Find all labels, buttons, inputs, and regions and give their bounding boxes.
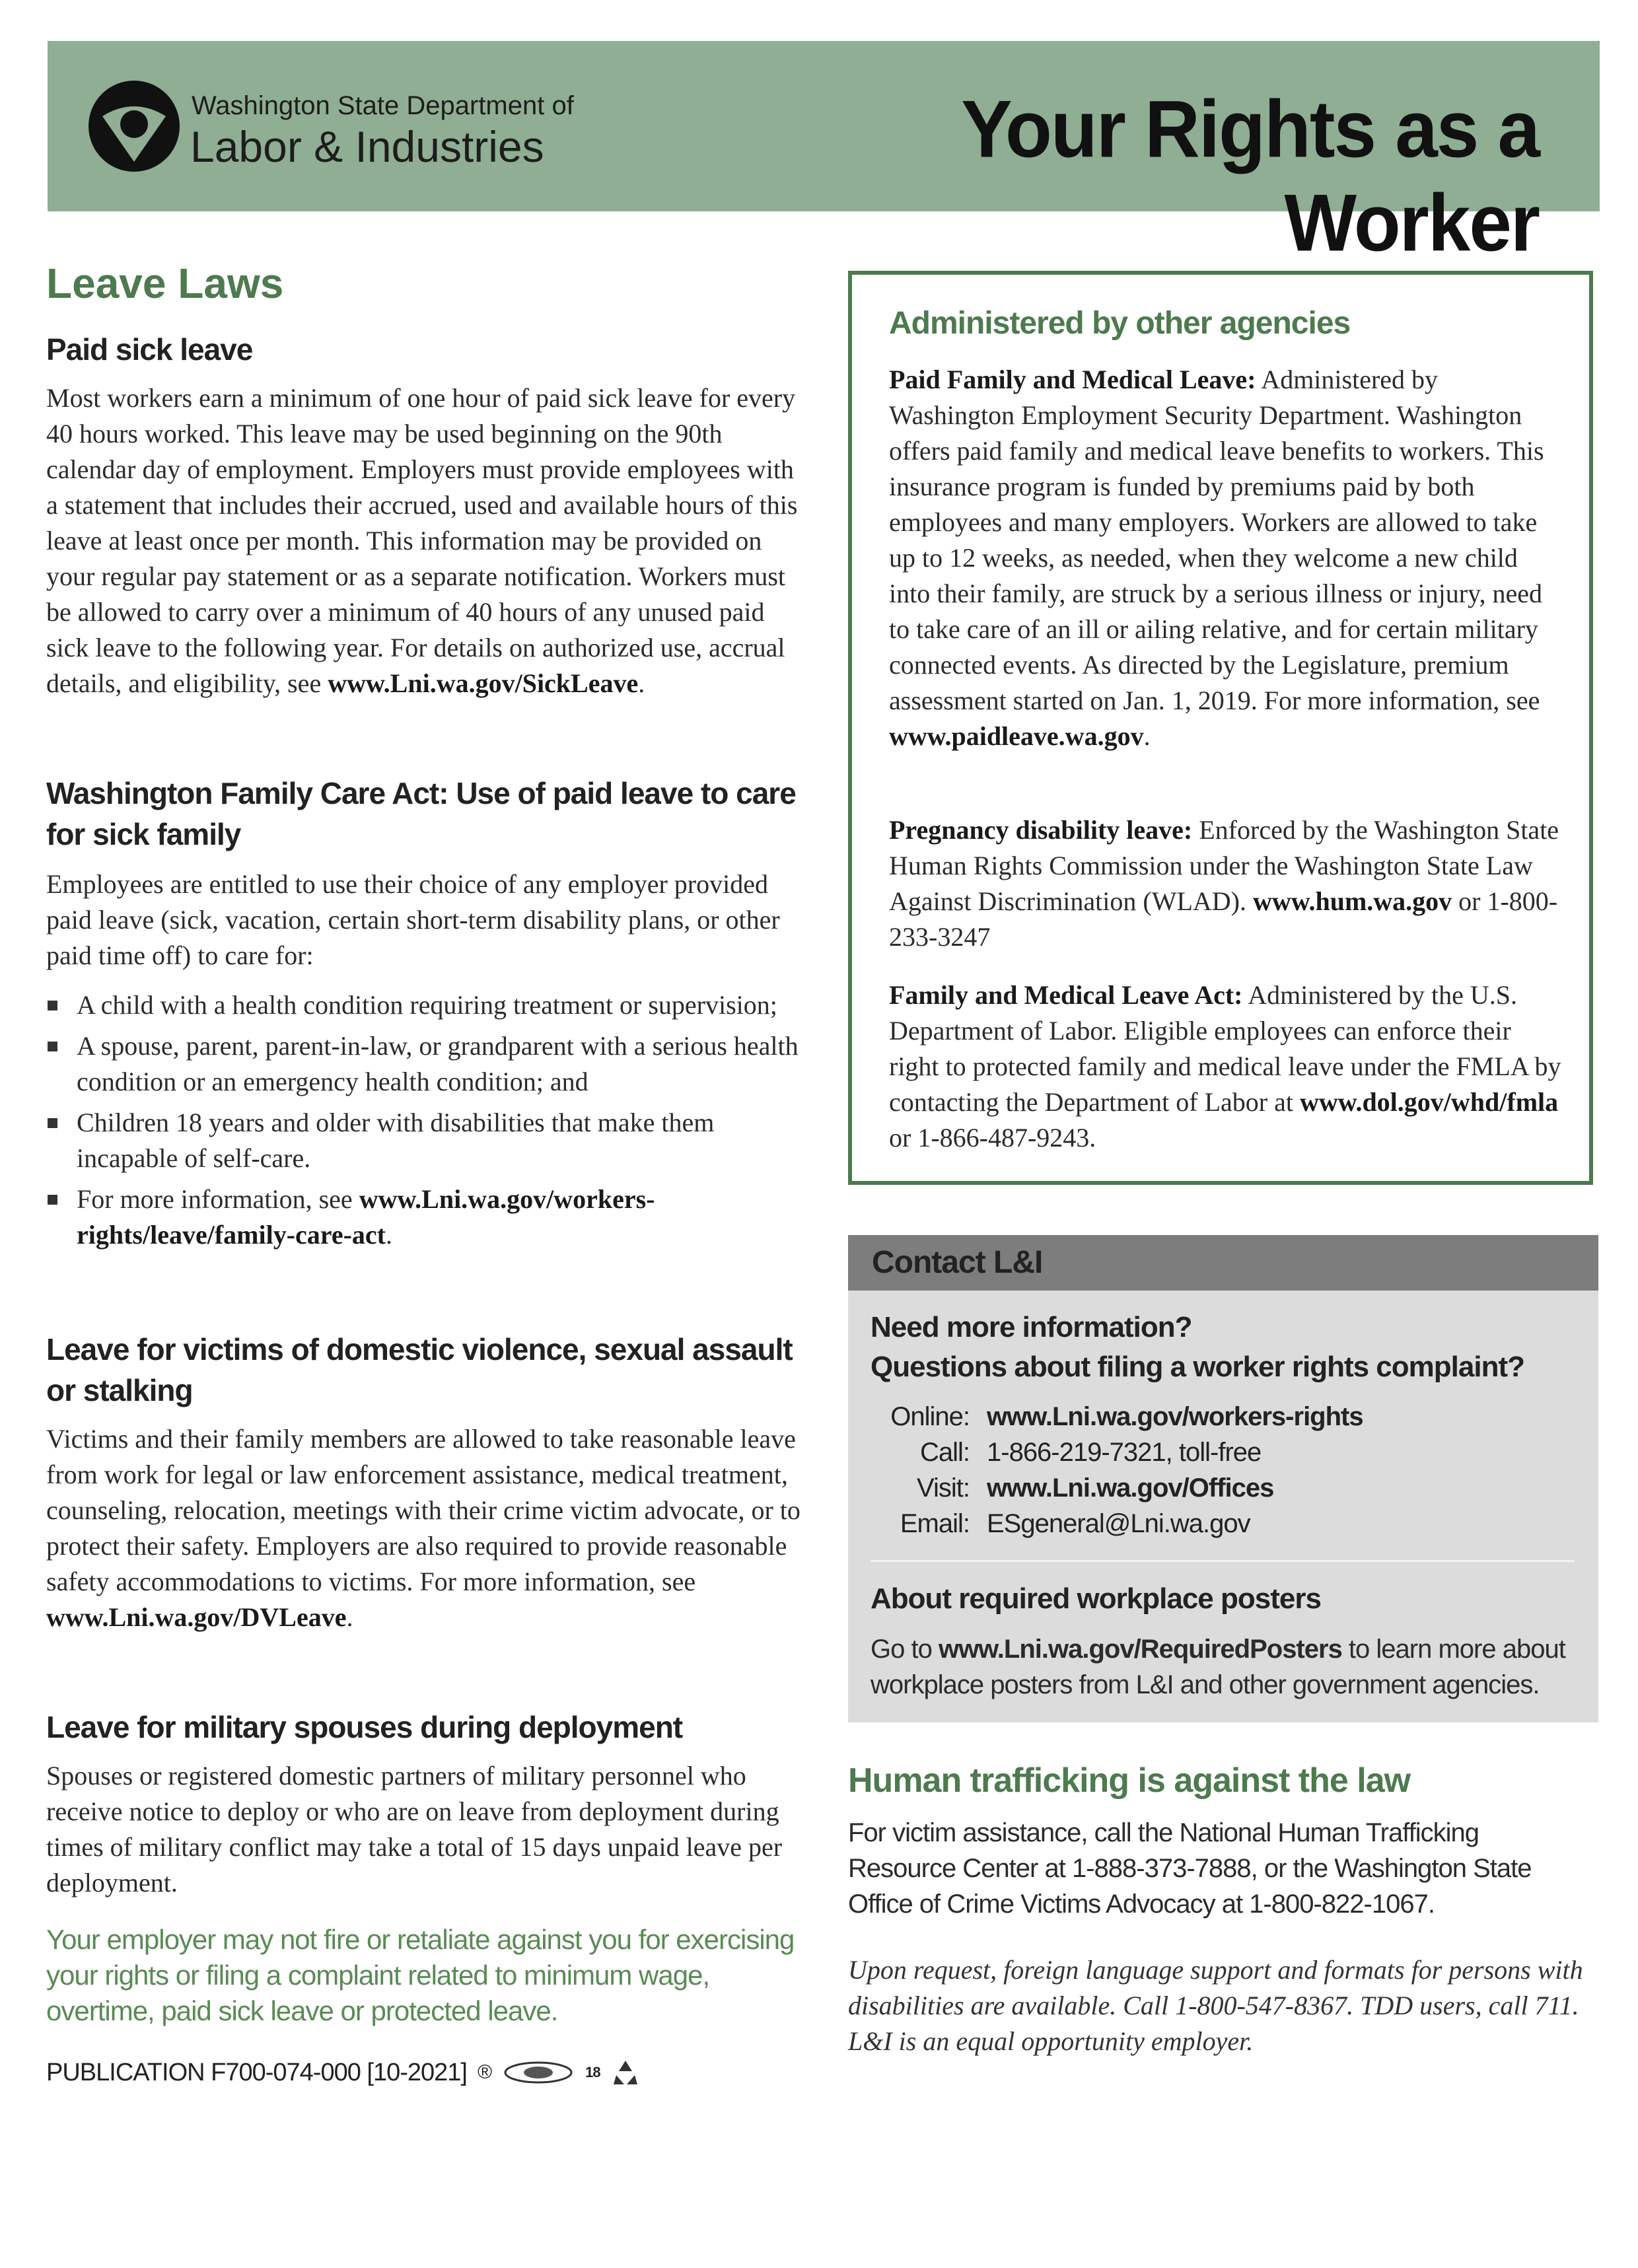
paragraph-paid-sick-leave bbox=[46, 380, 806, 701]
list-item-more-info bbox=[46, 1182, 806, 1253]
paragraph-pregnancy-disability-leave bbox=[889, 812, 1563, 955]
family-care-list bbox=[46, 987, 806, 1258]
email-link[interactable]: ESgeneral@Lni.wa.gov bbox=[987, 1509, 1250, 1538]
phone-number[interactable]: 1-866-219-7321, toll-free bbox=[987, 1438, 1262, 1467]
family-care-link[interactable]: www.Lni.wa.gov/workers-rights/leave/family-care-act bbox=[77, 1184, 655, 1250]
fmla-text: Administered by the U.S. Department of Labor. Eligible employees can enforce their right to protected family and medical leave under the FMLA by contacting the Department of Labor at bbox=[889, 980, 1561, 1117]
union-bug-number: 18 bbox=[585, 2064, 600, 2080]
required-posters-link[interactable]: www.Lni.wa.gov/RequiredPosters bbox=[938, 1635, 1342, 1664]
dv-text: Victims and their family members are allowed to take reasonable leave from work for legal or law enforcement assistance, medical treatment, counseling, relocation, meetings with their crime victim advocate, or to protect their safety. Employers are also required to provide reasonable safety accommodations to victims. For more information, see bbox=[46, 1424, 801, 1596]
agency-name-line1: Washington State Department of bbox=[192, 91, 574, 120]
paragraph-workplace-posters bbox=[871, 1631, 1584, 1703]
heading-other-agencies: Administered by other agencies bbox=[889, 306, 1351, 341]
fmla-phone: or 1-866-487-9243. bbox=[889, 1123, 1096, 1152]
heading-paid-sick-leave: Paid sick leave bbox=[46, 332, 253, 367]
pfml-text: Administered by Washington Employment Security Department. Washington offers paid family and medical leave benefits to workers. This insurance program is funded by premiums paid by both employees and many employers. Workers are allowed to take up to 12 weeks, as needed, when they welcome a new child into their family, are struck by a serious illness or injury, need to take care of an ill or ailing relative, and for certain military connected events. As directed by the Legislature, premium assessment started on Jan. 1, 2019. For more information, see bbox=[889, 365, 1544, 715]
posters-suffix: to learn more about workplace posters from L&I and other government agencies. bbox=[871, 1635, 1565, 1699]
sick-leave-link[interactable]: www.Lni.wa.gov/SickLeave bbox=[328, 668, 639, 698]
more-info-prefix: For more information, see bbox=[77, 1184, 359, 1214]
online-link[interactable]: www.Lni.wa.gov/workers-rights bbox=[987, 1402, 1363, 1431]
retaliation-notice: Your employer may not fire or retaliate against you for exercising your rights or filing a complaint related to minimum wage, overtime, paid sick leave or protected leave. bbox=[46, 1924, 795, 2026]
page-title: Your Rights as a Worker bbox=[961, 83, 1539, 268]
contact-row-online bbox=[871, 1399, 1363, 1435]
recycle-icon bbox=[611, 2058, 640, 2087]
pfml-label: Paid Family and Medical Leave: bbox=[889, 365, 1256, 394]
posters-prefix: Go to bbox=[871, 1635, 939, 1664]
section-title-leave-laws: Leave Laws bbox=[46, 260, 284, 307]
pregnancy-link[interactable]: www.hum.wa.gov bbox=[1253, 886, 1452, 916]
visit-label: Visit: bbox=[917, 1473, 970, 1503]
heading-military-spouse-leave: Leave for military spouses during deployment bbox=[46, 1710, 683, 1744]
contact-row-visit bbox=[871, 1470, 1363, 1506]
online-label: Online: bbox=[890, 1402, 970, 1431]
paragraph-military-spouse-leave: Spouses or registered domestic partners of military personnel who receive notice to deploy or who are on leave from deployment during times of military conflict may take a total of 15 days unpaid leave per deployment. bbox=[46, 1761, 783, 1897]
email-label: Email: bbox=[900, 1509, 970, 1538]
publication-text: PUBLICATION F700-074-000 [10-2021] bbox=[46, 2058, 467, 2086]
fmla-link[interactable]: www.dol.gov/whd/fmla bbox=[1299, 1087, 1559, 1117]
paragraph-domestic-violence-leave bbox=[46, 1421, 806, 1635]
heading-family-care-act: Washington Family Care Act: Use of paid leave to care for sick family bbox=[46, 776, 796, 851]
contact-row-call bbox=[871, 1435, 1363, 1470]
pregnancy-label: Pregnancy disability leave: bbox=[889, 815, 1193, 845]
sick-leave-text: Most workers earn a minimum of one hour of paid sick leave for every 40 hours worked. This leave may be used beginning on the 90th calendar day of employment. Employers must provide employees with a statement that includes their accrued, used and available hours of this leave at least once per month. This information may be provided on your regular pay statement or as a separate notification. Workers must be allowed to carry over a minimum of 40 hours of any unused paid sick leave to the following year. For details on authorized use, accrual details, and eligibility, see bbox=[46, 383, 798, 698]
list-item: Children 18 years and older with disabilities that make them incapable of self-care. bbox=[46, 1105, 806, 1176]
contact-row-email bbox=[871, 1506, 1363, 1542]
publication-number bbox=[46, 2058, 640, 2087]
pregnancy-phone: or 1-800-233-3247 bbox=[889, 886, 1558, 952]
contact-title: Contact L&I bbox=[872, 1245, 1043, 1280]
agency-name-line2: Labor & Industries bbox=[190, 122, 544, 171]
sick-leave-period: . bbox=[638, 668, 645, 698]
lni-logo-icon bbox=[85, 77, 184, 176]
list-item: A spouse, parent, parent-in-law, or grandparent with a serious health condition or an emergency health condition; and bbox=[46, 1028, 806, 1100]
list-item: A child with a health condition requiring treatment or supervision; bbox=[46, 987, 806, 1023]
heading-workplace-posters: About required workplace posters bbox=[871, 1582, 1321, 1615]
union-bug-icon bbox=[502, 2059, 575, 2086]
question-complaint: Questions about filing a worker rights complaint? bbox=[871, 1351, 1524, 1383]
registered-icon: ® bbox=[477, 2061, 492, 2083]
question-need-info: Need more information? bbox=[871, 1311, 1192, 1343]
dv-period: . bbox=[346, 1602, 353, 1632]
paragraph-fmla bbox=[889, 977, 1563, 1156]
heading-domestic-violence-leave: Leave for victims of domestic violence, sexual assault or stalking bbox=[46, 1332, 793, 1407]
pregnancy-text: Enforced by the Washington State Human Rights Commission under the Washington State Law Against Discrimination (WLAD). bbox=[889, 815, 1559, 916]
paragraph-family-care-act: Employees are entitled to use their choice of any employer provided paid leave (sick, vacation, certain short-term disability plans, or other paid time off) to care for: bbox=[46, 869, 780, 970]
contact-questions bbox=[871, 1308, 1524, 1387]
dv-leave-link[interactable]: www.Lni.wa.gov/DVLeave bbox=[46, 1602, 347, 1632]
more-info-suffix: . bbox=[385, 1220, 392, 1250]
pfml-link[interactable]: www.paidleave.wa.gov bbox=[889, 721, 1144, 751]
fmla-label: Family and Medical Leave Act: bbox=[889, 980, 1243, 1010]
contact-methods-table bbox=[871, 1399, 1363, 1542]
pfml-period: . bbox=[1143, 721, 1151, 751]
heading-human-trafficking: Human trafficking is against the law bbox=[848, 1761, 1411, 1800]
call-label: Call: bbox=[919, 1438, 970, 1467]
paragraph-paid-family-medical-leave bbox=[889, 362, 1563, 754]
paragraph-human-trafficking: For victim assistance, call the National Human Trafficking Resource Center at 1-888-373-7888, or the Washington State Office of Crime Victims Advocacy at 1-800-822-1067. bbox=[848, 1818, 1532, 1919]
offices-link[interactable]: www.Lni.wa.gov/Offices bbox=[987, 1473, 1274, 1503]
contact-divider bbox=[871, 1560, 1575, 1562]
accessibility-note: Upon request, foreign language support and formats for persons with disabilities are available. Call 1-800-547-8367. TDD users, call 711. L&I is an equal opportunity employer. bbox=[848, 1955, 1583, 2056]
